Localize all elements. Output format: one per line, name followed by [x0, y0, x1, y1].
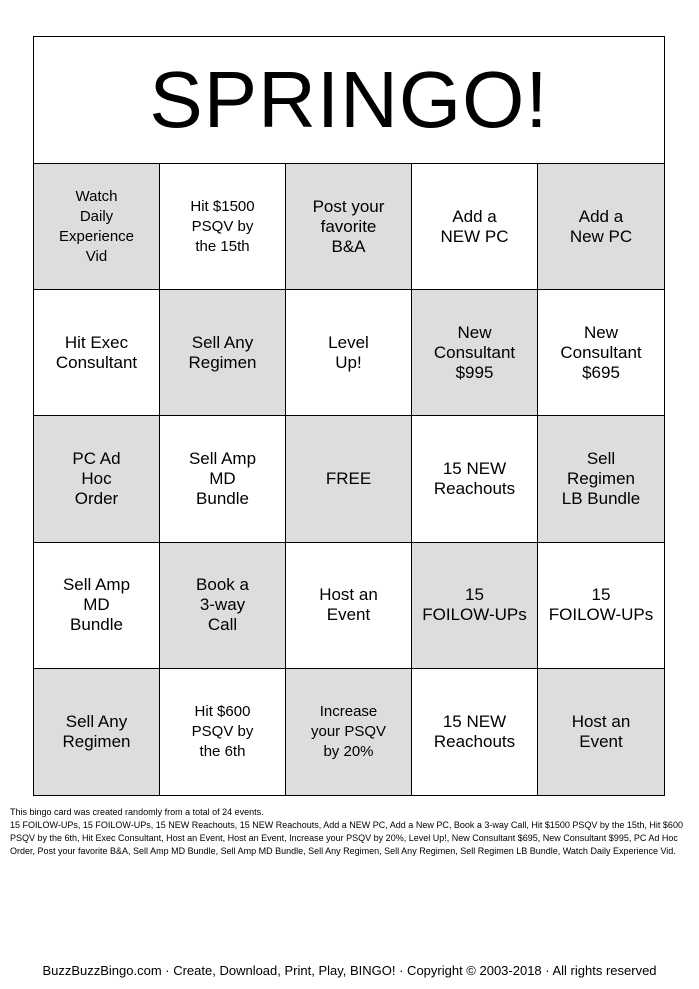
bingo-grid: [34, 164, 664, 795]
bingo-card: [33, 36, 665, 796]
bingo-cell: Post your favorite B&A: [286, 164, 412, 290]
bingo-cell: New Consultant $695: [538, 290, 664, 416]
bingo-cell: Watch Daily Experience Vid: [34, 164, 160, 290]
bingo-cell: Host an Event: [538, 669, 664, 795]
bingo-cell: 15 FOILOW-UPs: [412, 543, 538, 669]
bingo-cell: Add a New PC: [538, 164, 664, 290]
card-description: [10, 806, 690, 858]
bingo-cell: 15 FOILOW-UPs: [538, 543, 664, 669]
bingo-cell: New Consultant $995: [412, 290, 538, 416]
bingo-cell: Level Up!: [286, 290, 412, 416]
bingo-cell: Sell Amp MD Bundle: [34, 543, 160, 669]
bingo-cell: PC Ad Hoc Order: [34, 416, 160, 542]
bingo-cell: Add a NEW PC: [412, 164, 538, 290]
bingo-cell: Sell Any Regimen: [34, 669, 160, 795]
bingo-cell: Hit Exec Consultant: [34, 290, 160, 416]
bingo-cell: Hit $1500 PSQV by the 15th: [160, 164, 286, 290]
bingo-cell: Sell Any Regimen: [160, 290, 286, 416]
bingo-cell: 15 NEW Reachouts: [412, 416, 538, 542]
bingo-cell: Hit $600 PSQV by the 6th: [160, 669, 286, 795]
bingo-cell: Book a 3-way Call: [160, 543, 286, 669]
card-title: SPRINGO!: [34, 37, 664, 164]
bingo-cell: Host an Event: [286, 543, 412, 669]
description-text: This bingo card was created randomly from a total of 24 events. 15 FOILOW-UPs, 15 FOILOW-UPs, 15 NEW Reachouts, 15 NEW Reachouts, Add a NEW PC, Add a New PC, Book a 3-way Call, Hit $1500 PSQV by the 15th, Hit $600 PSQV by the 6th, Hit Exec Consultant, Host an Event, Host an Event, Increase your PSQV by 20%, Level Up!, New Consultant $695, New Consultant $995, PC Ad Hoc Order, Post your favorite B&A, Sell Amp MD Bundle, Sell Amp MD Bundle, Sell Any Regimen, Sell Any Regimen, Sell Regimen LB Bundle, Watch Daily Experience Vid.: [10, 807, 683, 856]
bingo-cell: 15 NEW Reachouts: [412, 669, 538, 795]
bingo-cell: FREE: [286, 416, 412, 542]
bingo-cell: Increase your PSQV by 20%: [286, 669, 412, 795]
site-footer: BuzzBuzzBingo.com · Create, Download, Print, Play, BINGO! · Copyright © 2003-2018 · All rights reserved: [42, 963, 657, 978]
bingo-cell: Sell Regimen LB Bundle: [538, 416, 664, 542]
bingo-cell: Sell Amp MD Bundle: [160, 416, 286, 542]
